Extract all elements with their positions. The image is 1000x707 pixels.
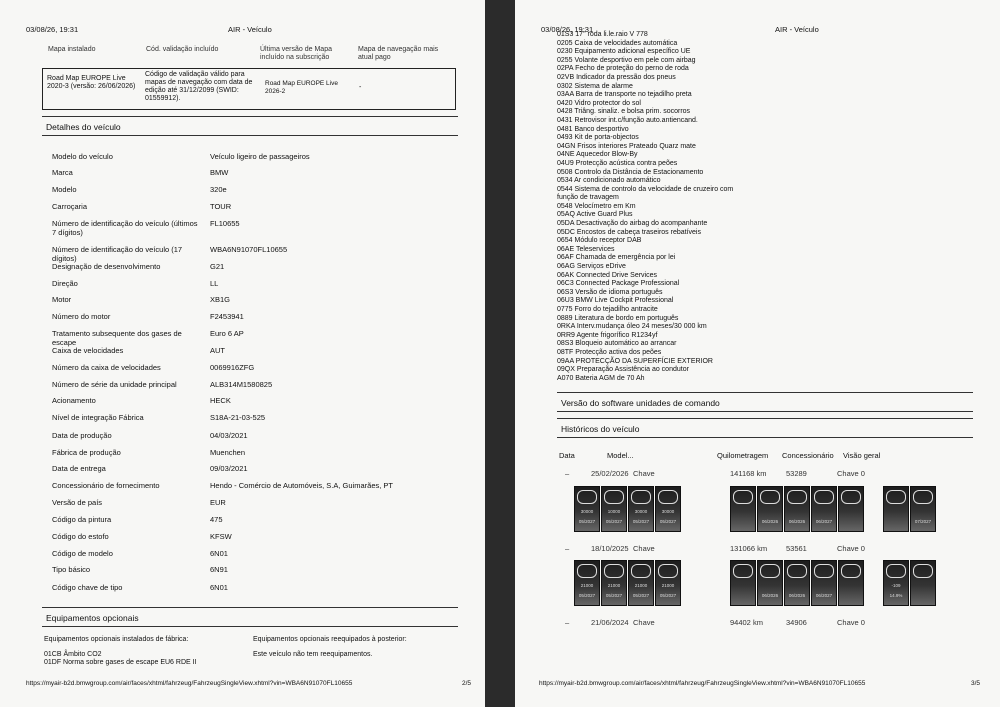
detail-value: HECK [210, 396, 231, 405]
equipment-item: 06AF Chamada de emergência por lei [557, 254, 676, 262]
history-col-overview: Visão geral [843, 451, 881, 460]
detail-label: Marca [52, 168, 73, 177]
history-overview: Chave 0 [837, 618, 865, 627]
document-page-2 [0, 0, 485, 707]
map-cell: Road Map EUROPE Live 2020-3 (versão: 26/06/2026) [47, 75, 136, 90]
service-date: 07/2027 [914, 519, 932, 524]
detail-label: Número de identificação do veículo (17 dígitos) [52, 245, 183, 263]
equipment-item: 0544 Sistema de controlo da velocidade de cruzeiro com [557, 185, 734, 193]
service-date: 05/2027 [659, 519, 677, 524]
history-col-date: Data [559, 451, 575, 460]
equipment-item: 0255 Volante desportivo em pele com airbag [557, 56, 696, 64]
detail-value: KFSW [210, 532, 232, 541]
map-col-header: Mapa instalado [48, 46, 96, 53]
detail-value: WBA6N91070FL10655 [210, 245, 288, 254]
detail-label: Tratamento subsequente dos gases de escape [52, 329, 182, 347]
service-icon [577, 564, 597, 578]
history-km: 94402 km [730, 618, 763, 627]
detail-value: 6N01 [210, 583, 228, 592]
map-cell: Código de validação válido para mapas de navegação com data de edição até 31/12/2099 (SWID: 01559912). [145, 71, 253, 102]
service-tile [574, 486, 600, 532]
detail-value: 6N01 [210, 549, 228, 558]
detail-label: Tipo básico [52, 565, 91, 574]
page-header-title: AIR - Veículo [775, 25, 819, 34]
detail-label: Motor [52, 295, 72, 304]
detail-value: 320e [210, 185, 227, 194]
software-section-title: Versão do software unidades de comando [557, 392, 973, 412]
service-tile [601, 560, 627, 606]
footer-url: https://myair-b2d.bmwgroup.com/air/faces/xhtml/fahrzeug/FahrzeugSingleView.xhtml?vin=WBA6N91070FL10655 [26, 680, 353, 687]
equipment-list [557, 31, 733, 383]
equipment-item: 02PA Fecho de proteção do perno de roda [557, 65, 689, 73]
history-model: Chave [633, 618, 655, 627]
service-date: 06/2026 [761, 593, 779, 598]
detail-value: TOUR [210, 202, 232, 211]
equipment-item: 0493 Kit de porta-objectos [557, 134, 639, 142]
page-header-date: 03/08/26, 19:31 [541, 25, 594, 34]
history-collapse-toggle[interactable]: – [565, 469, 570, 478]
service-km: 30000 [580, 509, 594, 514]
history-model: Chave [633, 469, 655, 478]
equipment-item: 0230 Equipamento adicional específico UE [557, 48, 691, 56]
retrofit-equipment-title: Equipamentos opcionais reequipados à posterior: [253, 636, 407, 643]
detail-value: BMW [210, 168, 229, 177]
map-col-header: Mapa de navegação mais atual pago [358, 46, 439, 61]
detail-label: Data de produção [52, 431, 112, 440]
equipment-item: 06AE Teleservices [557, 245, 615, 253]
detail-label: Designação de desenvolvimento [52, 262, 161, 271]
detail-value: Veículo ligeiro de passageiros [210, 152, 310, 161]
service-tile [811, 560, 837, 606]
service-km: 30000 [661, 509, 675, 514]
service-km: 30000 [634, 509, 648, 514]
service-tile [574, 560, 600, 606]
service-tile [784, 486, 810, 532]
equipment-item: 06S3 Versão de idioma português [557, 288, 663, 296]
equipment-item: 06AK Connected Drive Services [557, 271, 657, 279]
detail-value: Hendo - Comércio de Automóveis, S.A, Guimarães, PT [210, 481, 393, 490]
detail-label: Versão de país [52, 498, 103, 507]
service-date: 05/2027 [632, 593, 650, 598]
detail-label: Concessionário de fornecimento [52, 481, 160, 490]
detail-value: Muenchen [210, 448, 246, 457]
detail-label: Código do estofo [52, 532, 109, 541]
service-tile [730, 560, 756, 606]
equipment-item: 09AA PROTECÇÃO DA SUPERFÍCIE EXTERIOR [557, 357, 713, 365]
service-icon [841, 490, 861, 504]
service-km: -109 [891, 583, 901, 588]
history-section-title: Históricos do veículo [557, 418, 973, 438]
service-icon [733, 490, 753, 504]
service-icon [913, 564, 933, 578]
service-icon [814, 564, 834, 578]
equipment-item: 0508 Controlo da Distância de Estacionamento [557, 168, 704, 176]
equipment-item: 0889 Literatura de bordo em português [557, 314, 679, 322]
equipment-item: 0420 Vidro protector do sol [557, 99, 641, 107]
history-dealer: 53289 [786, 469, 807, 478]
equipment-item: 0481 Banco desportivo [557, 125, 629, 133]
history-dealer: 53561 [786, 544, 807, 553]
equipment-item: 0534 Ar condicionado automático [557, 177, 661, 185]
detail-value: LL [210, 279, 219, 288]
service-tile [628, 560, 654, 606]
page-header-title: AIR - Veículo [228, 25, 272, 34]
equipment-item: A070 Bateria AGM de 70 Ah [557, 374, 645, 382]
service-date: 06/2026 [788, 519, 806, 524]
equipment-item: 05AQ Active Guard Plus [557, 211, 633, 219]
detail-value: 09/03/2021 [210, 464, 248, 473]
document-page-3 [515, 0, 1000, 707]
page-number: 3/5 [971, 680, 981, 687]
service-tile [784, 560, 810, 606]
service-icon [886, 564, 906, 578]
service-tile [757, 486, 783, 532]
equipment-item: 02VB Indicador da pressão dos pneus [557, 73, 676, 81]
equipment-item: 0548 Velocímetro em Km [557, 202, 636, 210]
history-dealer: 34906 [786, 618, 807, 627]
service-icon [913, 490, 933, 504]
service-icon [658, 564, 678, 578]
history-km: 141168 km [730, 469, 767, 478]
history-overview: Chave 0 [837, 544, 865, 553]
equipment-item: 08TF Protecção activa dos peões [557, 348, 662, 356]
service-km: 21000 [607, 583, 621, 588]
service-km: 21000 [661, 583, 675, 588]
detail-value: XB1G [210, 295, 231, 304]
history-col-model: Model... [607, 451, 634, 460]
detail-label: Carroçaria [52, 202, 88, 211]
service-tile [883, 560, 909, 606]
service-date: 05/2027 [605, 593, 623, 598]
service-tile [601, 486, 627, 532]
history-date: 21/06/2024 [591, 618, 629, 627]
history-col-mileage: Quilometragem [717, 451, 769, 460]
service-date: 05/2027 [632, 519, 650, 524]
service-tile [883, 486, 909, 532]
detail-label: Número de identificação do veículo (últimos 7 dígitos) [52, 219, 198, 237]
detail-label: Código de modelo [52, 549, 113, 558]
service-tile [628, 486, 654, 532]
retrofit-equipment-text: Este veículo não tem reequipamentos. [253, 651, 373, 658]
detail-label: Código da pintura [52, 515, 112, 524]
service-tile [655, 486, 681, 532]
detail-label: Modelo [52, 185, 77, 194]
service-icon [658, 490, 678, 504]
map-col-header: Última versão de Mapa incluído na subscrição [260, 46, 332, 61]
detail-value: FL10655 [210, 219, 240, 228]
detail-label: Número do motor [52, 312, 111, 321]
service-icon [604, 490, 624, 504]
factory-equipment-title: Equipamentos opcionais instalados de fábrica: [44, 636, 189, 643]
equipment-item: 09QX Preparação Assistência ao condutor [557, 366, 689, 374]
service-tile [910, 486, 936, 532]
equipment-item: 04GN Frisos interiores Prateado Quarz mate [557, 142, 696, 150]
service-date: 06/2026 [761, 519, 779, 524]
service-date: 14.9% [889, 593, 903, 598]
detail-value: S18A-21-03-525 [210, 413, 266, 422]
detail-value: F2453941 [210, 312, 244, 321]
history-model: Chave [633, 544, 655, 553]
equipment-item: 0654 Módulo receptor DAB [557, 237, 642, 245]
equipment-section-title: Equipamentos opcionais [42, 607, 458, 627]
service-tile [730, 486, 756, 532]
factory-equipment-item: 01CB Âmbito CO2 [44, 651, 102, 658]
service-icon [631, 490, 651, 504]
details-section-title: Detalhes do veículo [42, 116, 458, 136]
equipment-item: 0428 Triâng. sinaliz. e bolsa prim. socorros [557, 108, 691, 116]
detail-value: 6N91 [210, 565, 228, 574]
detail-value: 475 [210, 515, 223, 524]
equipment-item: 04U9 Protecção acústica contra peões [557, 159, 678, 167]
service-icon [787, 564, 807, 578]
factory-equipment-item: 01DF Norma sobre gases de escape EU6 RDE II [44, 659, 197, 666]
equipment-item: 06AG Serviços eDrive [557, 263, 626, 271]
footer-url: https://myair-b2d.bmwgroup.com/air/faces/xhtml/fahrzeug/FahrzeugSingleView.xhtml?vin=WBA6N91070FL10655 [539, 680, 866, 687]
detail-label: Código chave de tipo [52, 583, 123, 592]
detail-value: 0069916ZFG [210, 363, 255, 372]
service-km: 10000 [607, 509, 621, 514]
service-date: 06/2027 [815, 519, 833, 524]
equipment-item: 05DC Encostos de cabeça traseiros rebatíveis [557, 228, 701, 236]
map-table [42, 68, 456, 110]
service-tile [757, 560, 783, 606]
history-col-dealer: Concessionário [782, 451, 834, 460]
equipment-item: 0302 Sistema de alarme [557, 82, 633, 90]
equipment-item: 0RR9 Agente frigorífico R1234yf [557, 331, 658, 339]
service-km: 21000 [634, 583, 648, 588]
equipment-item: 0205 Caixa de velocidades automática [557, 39, 678, 47]
equipment-item: 05DA Desactivação do airbag do acompanhante [557, 220, 708, 228]
service-date: 06/2026 [788, 593, 806, 598]
detail-label: Número de série da unidade principal [52, 380, 177, 389]
service-icon [886, 490, 906, 504]
service-tile [838, 560, 864, 606]
detail-label: Fábrica de produção [52, 448, 121, 457]
service-icon [787, 490, 807, 504]
detail-label: Modelo do veículo [52, 152, 113, 161]
detail-label: Nível de integração Fábrica [52, 413, 144, 422]
page-header-date: 03/08/26, 19:31 [26, 25, 79, 34]
service-date: 05/2027 [659, 593, 677, 598]
service-tile [910, 560, 936, 606]
equipment-item: 0431 Retrovisor int.c/função auto.antiencand. [557, 116, 698, 124]
service-icon [760, 490, 780, 504]
detail-value: G21 [210, 262, 225, 271]
history-km: 131066 km [730, 544, 768, 553]
service-icon [814, 490, 834, 504]
detail-value: ALB314M1580825 [210, 380, 273, 389]
map-col-header: Cód. validação incluído [146, 46, 219, 53]
detail-label: Acionamento [52, 396, 96, 405]
map-cell: - [359, 84, 362, 91]
history-overview: Chave 0 [837, 469, 865, 478]
service-tile [838, 486, 864, 532]
service-icon [577, 490, 597, 504]
service-tile [811, 486, 837, 532]
map-cell: Road Map EUROPE Live 2026-2 [265, 80, 338, 95]
equipment-item: 03AA Barra de transporte no tejadilho preta [557, 91, 692, 99]
history-date: 18/10/2025 [591, 544, 629, 553]
service-date: 05/2027 [578, 519, 596, 524]
history-collapse-toggle[interactable]: – [565, 618, 570, 627]
detail-value: 04/03/2021 [210, 431, 248, 440]
history-date: 25/02/2026 [591, 469, 629, 478]
detail-label: Caixa de velocidades [52, 346, 124, 355]
detail-value: EUR [210, 498, 226, 507]
service-icon [604, 564, 624, 578]
page-number: 2/5 [462, 680, 472, 687]
history-collapse-toggle[interactable]: – [565, 544, 570, 553]
equipment-item: 0775 Forro do tejadilho antracite [557, 306, 658, 313]
service-tile [655, 560, 681, 606]
equipment-item: 04NE Aquecedor Blow-By [557, 151, 638, 159]
equipment-item: 01S3 17" roda li.le.raio V 778 [557, 31, 648, 38]
service-date: 05/2027 [578, 593, 596, 598]
detail-value: AUT [210, 346, 225, 355]
equipment-item: 06U3 BMW Live Cockpit Professional [557, 297, 674, 305]
service-icon [733, 564, 753, 578]
detail-label: Data de entrega [52, 464, 106, 473]
detail-label: Direção [52, 279, 78, 288]
service-icon [631, 564, 651, 578]
detail-value: Euro 6 AP [210, 329, 244, 338]
service-date: 05/2027 [605, 519, 623, 524]
detail-label: Número da caixa de velocidades [52, 363, 161, 372]
equipment-item: função de travagem [557, 194, 619, 202]
service-date: 06/2027 [815, 593, 833, 598]
service-icon [760, 564, 780, 578]
service-km: 21000 [580, 583, 594, 588]
equipment-item: 0RKA Interv.mudança óleo 24 meses/30 000 km [557, 323, 707, 331]
service-icon [841, 564, 861, 578]
equipment-item: 06C3 Connected Package Professional [557, 280, 680, 288]
equipment-item: 08S3 Bloqueio automático ao arrancar [557, 340, 677, 348]
